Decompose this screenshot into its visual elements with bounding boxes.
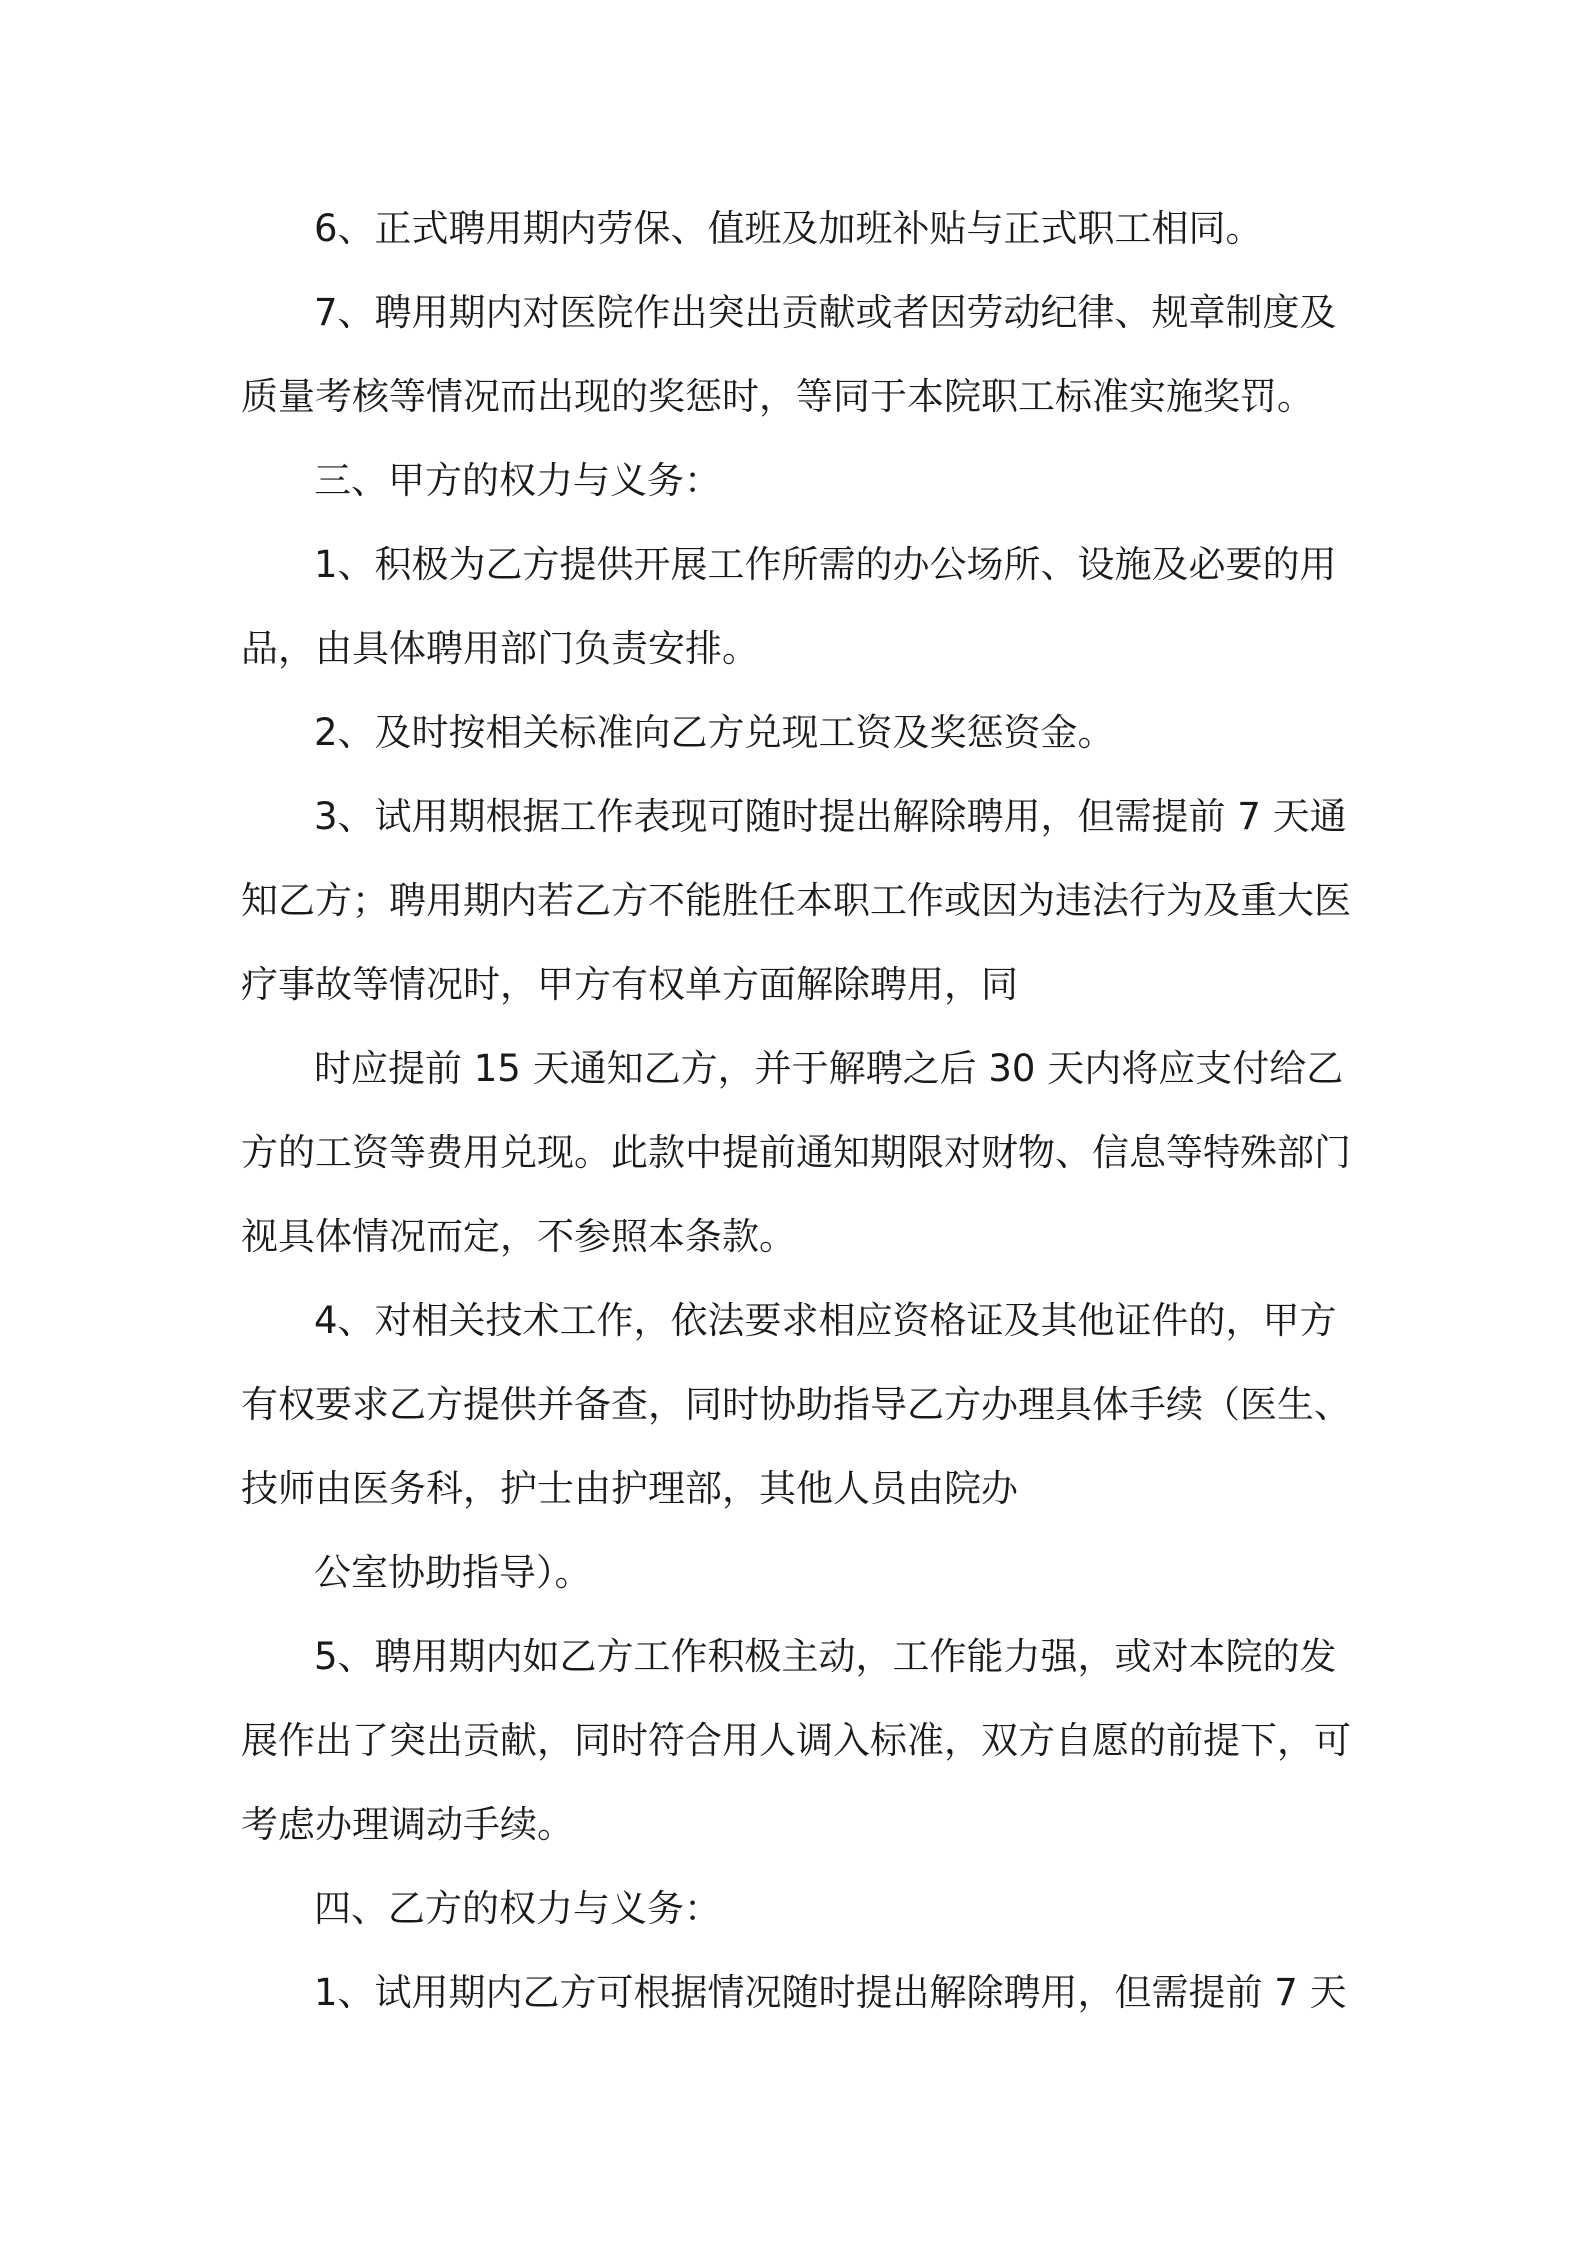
paragraph-line: 方的工资等费用兑现。此款中提前通知期限对财物、信息等特殊部门	[241, 1131, 1351, 1174]
paragraph-line: 技师由医务科，护士由护理部，其他人员由院办	[241, 1467, 1018, 1510]
paragraph-line: 展作出了突出贡献，同时符合用人调入标准，双方自愿的前提下，可	[241, 1719, 1351, 1762]
paragraph-line: 7、聘用期内对医院作出突出贡献或者因劳动纪律、规章制度及	[314, 291, 1337, 334]
paragraph-line: 5、聘用期内如乙方工作积极主动，工作能力强，或对本院的发	[314, 1635, 1337, 1678]
paragraph-line: 有权要求乙方提供并备查，同时协助指导乙方办理具体手续（医生、	[241, 1383, 1351, 1426]
paragraph-line: 6、正式聘用期内劳保、值班及加班补贴与正式职工相同。	[314, 207, 1263, 250]
paragraph-line: 质量考核等情况而出现的奖惩时，等同于本院职工标准实施奖罚。	[241, 375, 1314, 418]
paragraph-line: 1、积极为乙方提供开展工作所需的办公场所、设施及必要的用	[314, 543, 1337, 586]
paragraph-line: 考虑办理调动手续。	[241, 1803, 574, 1846]
section-heading: 四、乙方的权力与义务：	[314, 1887, 721, 1930]
section-heading: 三、甲方的权力与义务：	[314, 459, 721, 502]
paragraph-line: 3、试用期根据工作表现可随时提出解除聘用，但需提前 7 天通	[314, 795, 1347, 838]
paragraph-line: 疗事故等情况时，甲方有权单方面解除聘用，同	[241, 963, 1018, 1006]
paragraph-line: 品，由具体聘用部门负责安排。	[241, 627, 759, 670]
paragraph-line: 视具体情况而定，不参照本条款。	[241, 1215, 796, 1258]
paragraph-line: 4、对相关技术工作，依法要求相应资格证及其他证件的，甲方	[314, 1299, 1337, 1342]
paragraph-line: 1、试用期内乙方可根据情况随时提出解除聘用，但需提前 7 天	[314, 1971, 1347, 2014]
paragraph-line: 知乙方；聘用期内若乙方不能胜任本职工作或因为违法行为及重大医	[241, 879, 1351, 922]
paragraph-line: 公室协助指导）。	[314, 1551, 592, 1594]
paragraph-line: 时应提前 15 天通知乙方，并于解聘之后 30 天内将应支付给乙	[314, 1047, 1344, 1090]
paragraph-line: 2、及时按相关标准向乙方兑现工资及奖惩资金。	[314, 711, 1115, 754]
